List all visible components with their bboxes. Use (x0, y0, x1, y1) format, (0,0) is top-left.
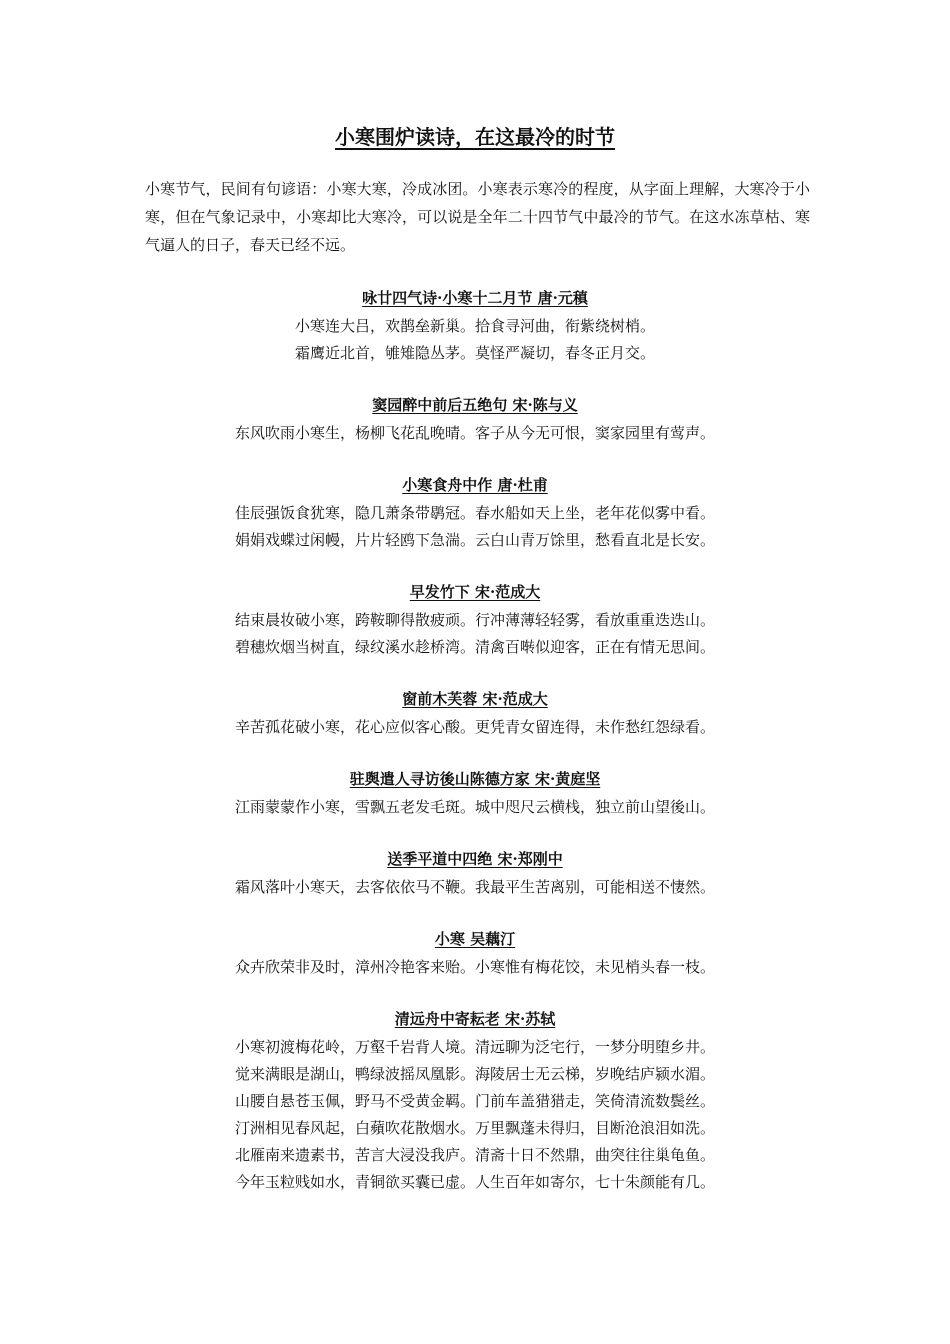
poem-heading (0, 767, 950, 791)
poem-line: 小寒连大吕，欢鹊垒新巢。拾食寻河曲，衔紫绕树梢。 (294, 317, 655, 335)
poem-line: 北雁南来遗素书，苦言大浸没我庐。清斋十日不然鼎，曲突往往巢龟鱼。 (234, 1146, 715, 1164)
poem-heading-text: 窦园醉中前后五绝句 宋·陈与义 (372, 396, 578, 414)
poem-heading-text: 窗前木芙蓉 宋·范成大 (402, 690, 548, 708)
poem-heading (0, 473, 950, 497)
poem-heading (0, 847, 950, 871)
poem-line: 江雨蒙蒙作小寒，雪飘五老发毛斑。城中咫尺云横栈，独立前山望後山。 (234, 798, 715, 816)
poem-section (0, 580, 950, 661)
poem-section (0, 927, 950, 981)
poem-heading (0, 687, 950, 711)
poem-line: 霜鹰近北首，雊雉隐丛茅。莫怪严凝切，春冬正月交。 (294, 344, 655, 362)
page-title (0, 123, 950, 151)
poem-heading (0, 286, 950, 310)
poem-line: 觉来满眼是湖山，鸭绿波摇凤凰影。海陵居士无云梯，岁晚结庐颍水湄。 (234, 1065, 715, 1083)
poem-line: 小寒初渡梅花岭，万壑千岩背人境。清远聊为泛宅行，一梦分明堕乡井。 (234, 1038, 715, 1056)
poem-line: 结束晨妆破小寒，跨鞍聊得散疲顽。行冲薄薄轻轻雾，看放重重迭迭山。 (234, 611, 715, 629)
poem-heading (0, 393, 950, 417)
poem-line: 山腰自悬苍玉佩，野马不受黄金羁。门前车盖猎猎走，笑倚清流数鬓丝。 (234, 1092, 715, 1110)
poem-line: 佳辰强饭食犹寒，隐几萧条带鹖冠。春水船如天上坐，老年花似雾中看。 (234, 504, 715, 522)
poem-heading-text: 清远舟中寄耘老 宋·苏轼 (394, 1010, 556, 1028)
poem-line: 今年玉粒贱如水，青铜欲买囊已虚。人生百年如寄尔，七十朱颜能有几。 (234, 1173, 715, 1191)
poem-heading-text: 早发竹下 宋·范成大 (409, 583, 541, 601)
poem-line: 霜风落叶小寒天，去客依依马不鞭。我最平生苦离别，可能相送不悽然。 (234, 878, 715, 896)
poem-section (0, 393, 950, 447)
poem-line: 娟娟戏蝶过闲幔，片片轻鸥下急湍。云白山青万馀里，愁看直北是长安。 (234, 531, 715, 549)
poem-line: 东风吹雨小寒生，杨柳飞花乱晚晴。客子从今无可恨，窦家园里有莺声。 (234, 424, 715, 442)
page-title-text: 小寒围炉读诗，在这最冷的时节 (335, 125, 615, 149)
poem-heading-text: 小寒 吴藕汀 (434, 930, 516, 948)
poem-section (0, 286, 950, 367)
poem-heading-text: 小寒食舟中作 唐·杜甫 (402, 476, 548, 494)
poem-section (0, 473, 950, 554)
poem-heading (0, 927, 950, 951)
poem-list (0, 286, 950, 1222)
poem-line: 汀洲相见春风起，白蘋吹花散烟水。万里飘蓬未得归，目断沧浪泪如洗。 (234, 1119, 715, 1137)
poem-line: 辛苦孤花破小寒，花心应似客心酸。更凭青女留连得，未作愁红怨绿看。 (234, 718, 715, 736)
poem-heading (0, 1007, 950, 1031)
poem-section (0, 847, 950, 901)
poem-section (0, 687, 950, 741)
poem-heading (0, 580, 950, 604)
poem-section (0, 767, 950, 821)
poem-line: 碧穗炊烟当树直，绿纹溪水趁桥湾。清禽百啭似迎客，正在有情无思间。 (234, 638, 715, 656)
poem-heading-text: 咏廿四气诗·小寒十二月节 唐·元稹 (362, 289, 588, 307)
poem-line: 众卉欣荣非及时，漳州冷艳客来贻。小寒惟有梅花饺，未见梢头春一枝。 (234, 958, 715, 976)
poem-heading-text: 驻舆遣人寻访後山陈德方家 宋·黄庭坚 (349, 770, 601, 788)
intro-paragraph: 小寒节气，民间有句谚语：小寒大寒，冷成冰团。小寒表示寒冷的程度，从字面上理解，大寒冷于小寒，但在气象记录中，小寒却比大寒冷，可以说是全年二十四节气中最冷的节气。在这水冻草枯、寒气逼人的日子，春天已经不远。 (145, 180, 810, 254)
poem-section (0, 1007, 950, 1196)
poem-heading-text: 送季平道中四绝 宋·郑刚中 (387, 850, 563, 868)
